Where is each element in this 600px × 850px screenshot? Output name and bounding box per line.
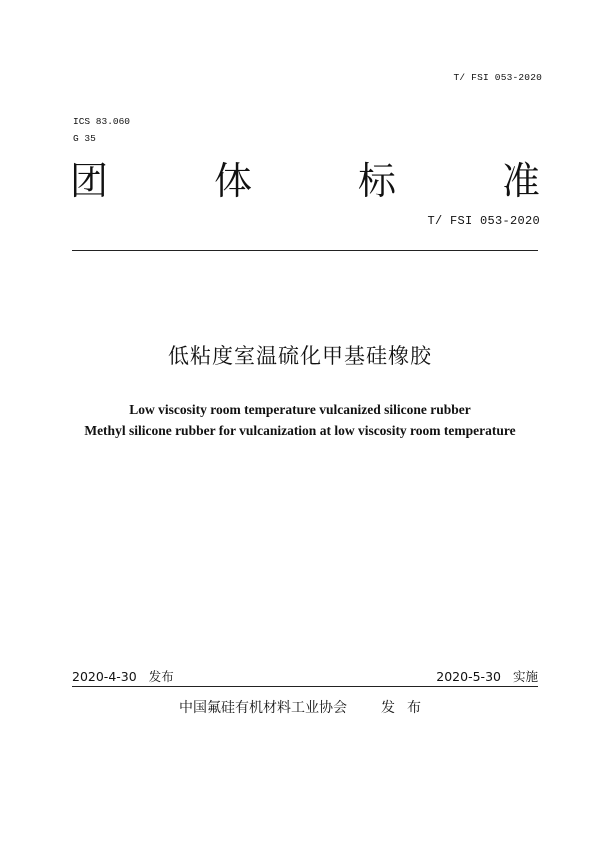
publisher-name: 中国氟硅有机材料工业协会 bbox=[179, 700, 347, 716]
classification-block bbox=[73, 113, 130, 147]
footer-divider bbox=[72, 686, 538, 687]
publish-char-1: 发 bbox=[381, 700, 395, 716]
issue-date: 2020-4-30 bbox=[72, 669, 137, 684]
ics-code: ICS 83.060 bbox=[73, 116, 131, 127]
ccs-code: G 35 bbox=[73, 133, 96, 144]
english-title-line-2: Methyl silicone rubber for vulcanization at low viscosity room temperature bbox=[84, 423, 516, 438]
issue-label: 发布 bbox=[148, 669, 174, 684]
document-type-char: 准 bbox=[501, 159, 540, 203]
standard-number: T/ FSI 053-2020 bbox=[427, 214, 540, 228]
document-type-title bbox=[70, 158, 540, 204]
issue-date-group bbox=[72, 667, 174, 685]
implement-date: 2020-5-30 bbox=[436, 669, 501, 684]
document-type-char: 团 bbox=[70, 159, 109, 203]
document-type-char: 标 bbox=[357, 159, 396, 203]
chinese-title: 低粘度室温硫化甲基硅橡胶 bbox=[168, 344, 432, 368]
implement-label: 实施 bbox=[512, 669, 538, 684]
publish-char-2: 布 bbox=[407, 700, 421, 716]
dates-row bbox=[72, 667, 538, 685]
document-type-char: 体 bbox=[213, 159, 252, 203]
header-standard-code: T/ FSI 053-2020 bbox=[453, 72, 542, 83]
header-divider bbox=[72, 250, 538, 251]
implement-date-group bbox=[436, 667, 538, 685]
english-title-line-1: Low viscosity room temperature vulcanized silicone rubber bbox=[129, 402, 471, 417]
publisher-line bbox=[0, 697, 600, 717]
